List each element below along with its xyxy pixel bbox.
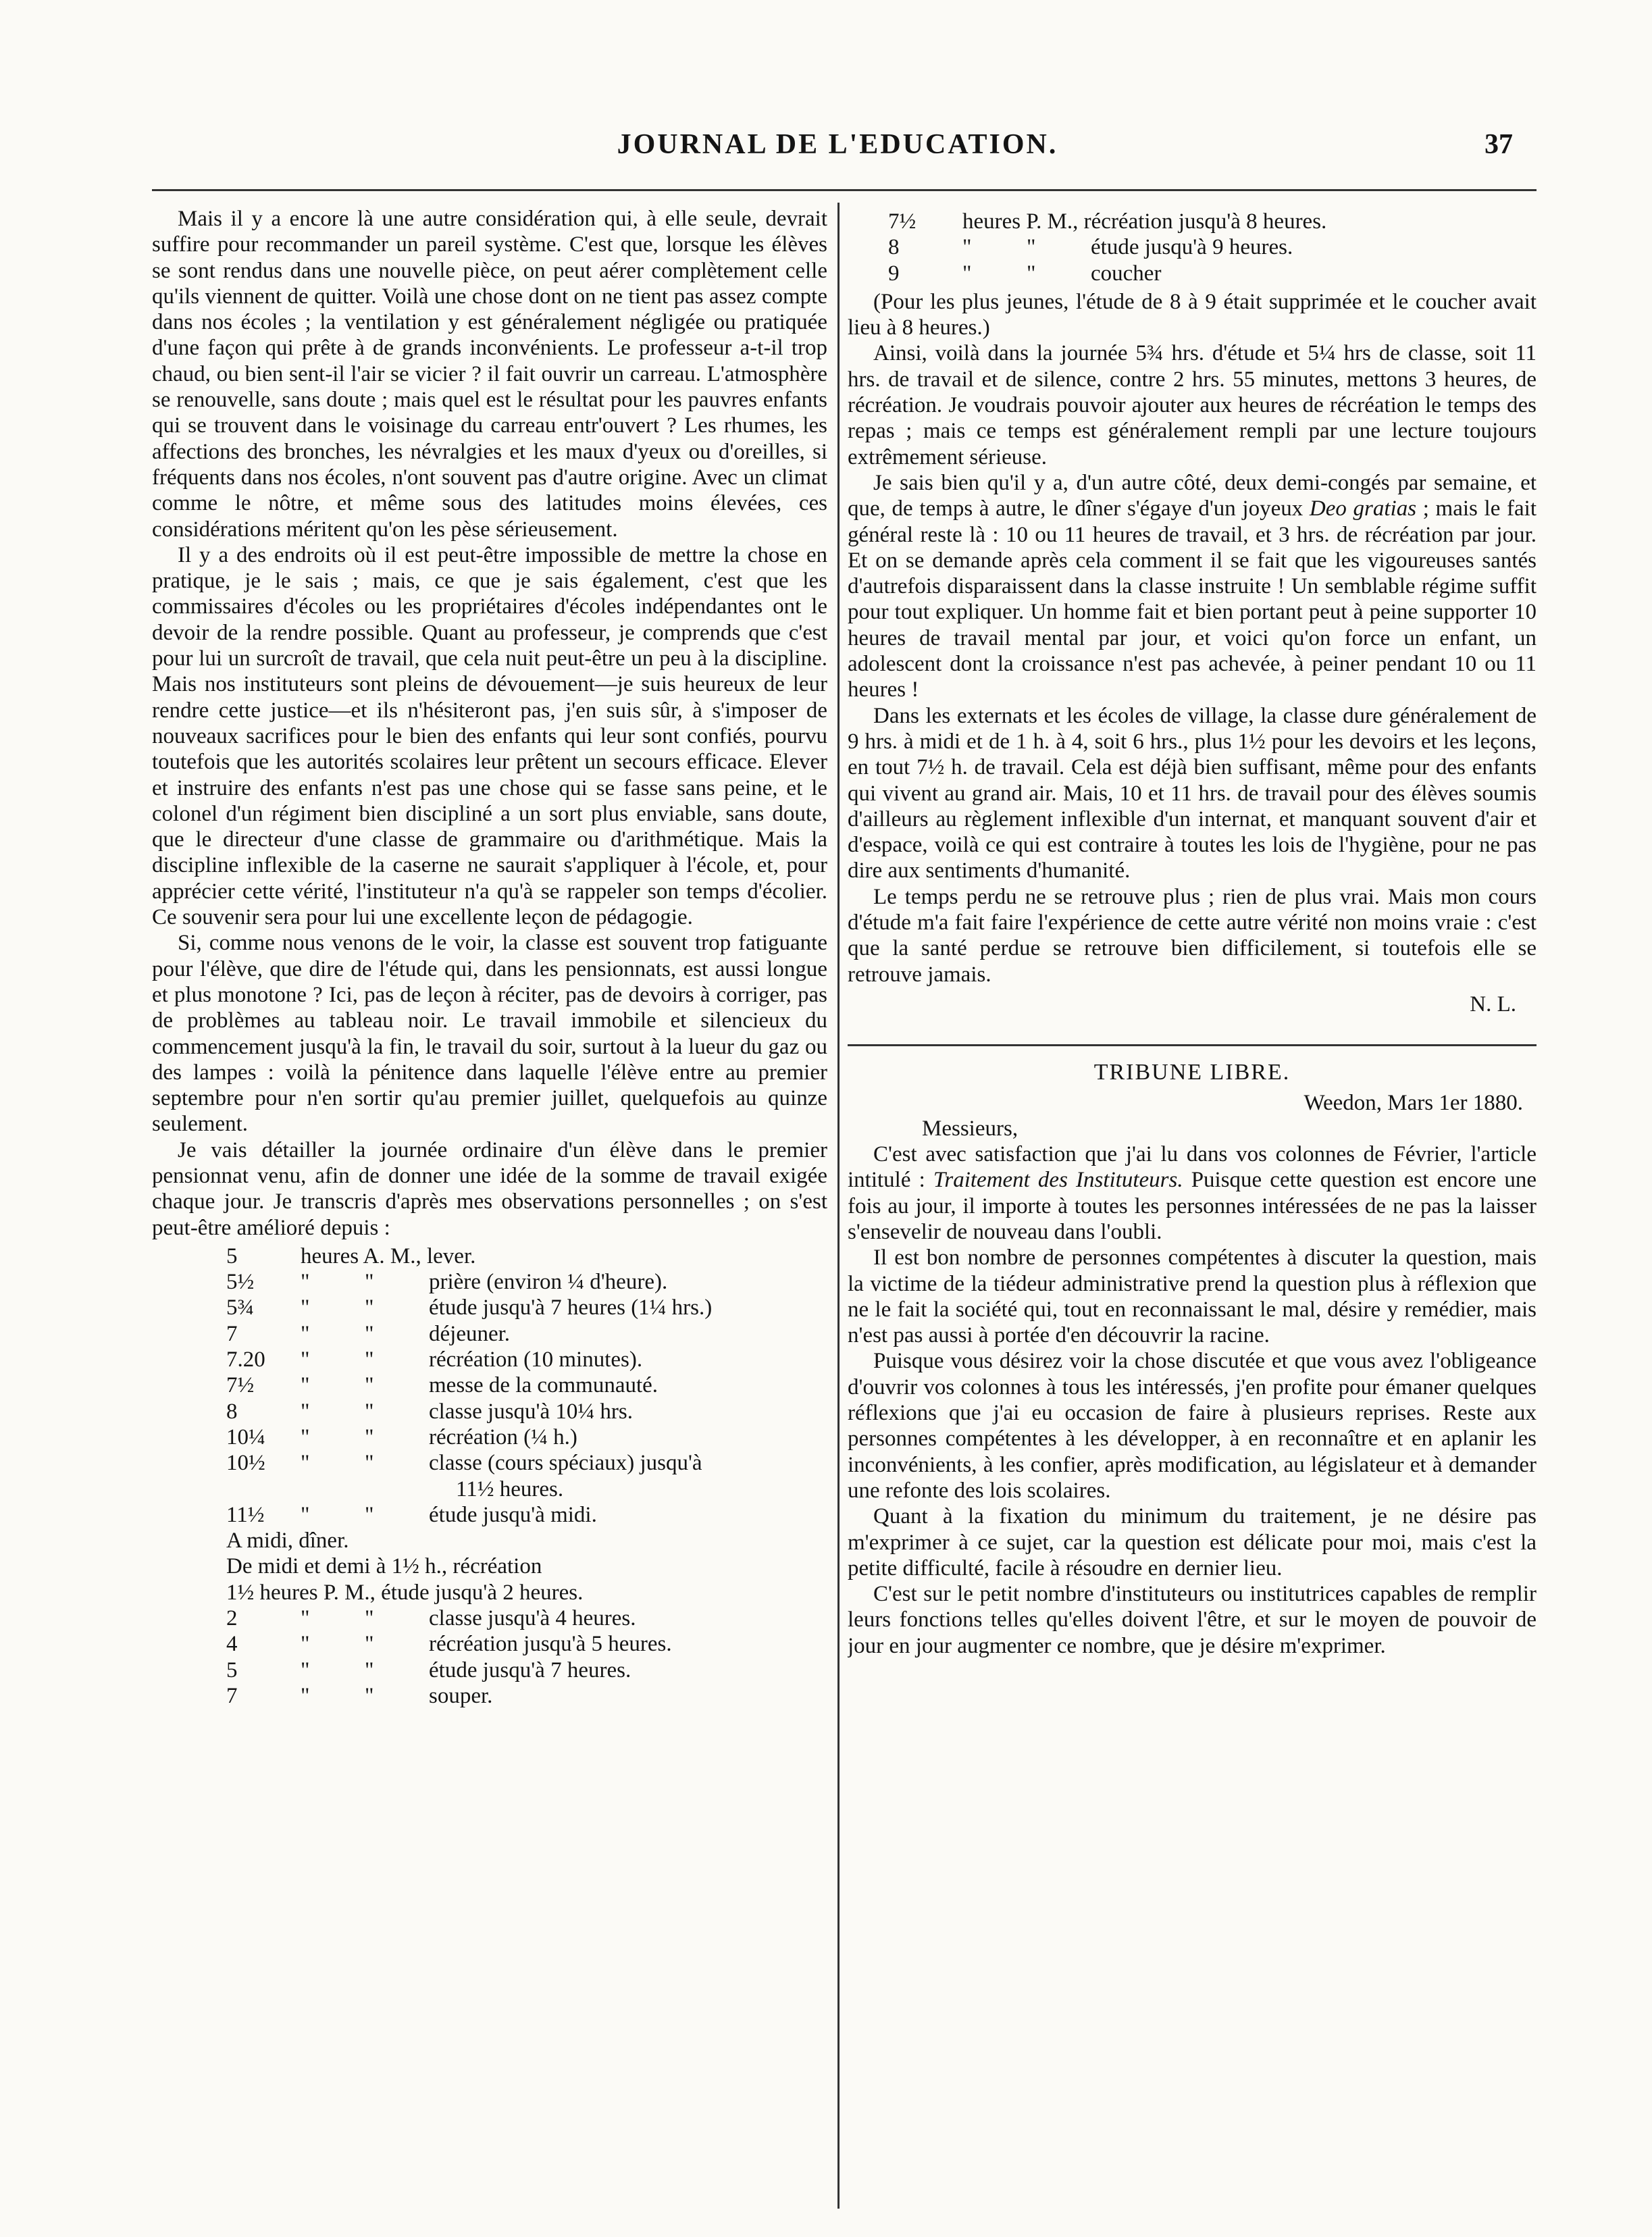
schedule-activity: souper. [429,1683,493,1708]
letter-paragraph: Il est bon nombre de personnes compétentes à discuter la question, mais la victime de la tiédeur administrative prend la question plus à réflexion que ne le fait la société qui, tout en reconnaissant le mal, désire y remédier, mais n'est pas aussi à portée d'en découvrir la racine. [848,1245,1537,1348]
ditto-mark: " [301,1632,310,1657]
article-signature: N. L. [1470,992,1516,1017]
schedule-row [226,1605,827,1631]
page-number: 37 [1485,129,1513,160]
schedule-row [226,1321,827,1347]
schedule-row [226,1372,827,1398]
journal-title: JOURNAL DE L'EDUCATION. [617,129,1058,160]
ditto-mark: " [962,235,972,260]
article-paragraph: Mais il y a encore là une autre considération qui, à elle seule, devrait suffire pour recommander un pareil système. C'est que, lorsque les élèves se sont rendus dans une nouvelle pièce, on peut aérer complètement celle qu'ils viennent de quitter. Voilà une chose dont on ne tient pas assez compte dans nos écoles ; la ventilation y est généralement négligée ou pratiquée d'une façon qui prête à de grands inconvénients. Le professeur a-t-il trop chaud, ou bien sent-il l'air se vicier ? il fait ouvrir un carreau. L'atmosphère se renouvelle, sans doute ; mais quel est le résultat pour les pauvres enfants qui se trouvent dans le voisinage du carreau entr'ouvert ? Les rhumes, les affections des bronches, les névralgies et les maux d'yeux ou d'oreilles, si fréquents dans nos écoles, n'ont souvent pas d'autre origine. Avec un climat comme le nôtre, et même sous des latitudes moins élevées, ces considérations méritent qu'on les pèse sérieusement. [152,207,827,542]
letter-paragraph: Quant à la fixation du minimum du traitement, je ne désire pas m'exprimer à ce sujet, car la question est délicate pour moi, mais c'est la petite difficulté, facile à résoudre en dernier lieu. [848,1504,1537,1580]
letter-paragraph [848,1141,1537,1245]
ditto-mark: " [301,1657,310,1682]
schedule-row [226,1347,827,1372]
ditto-mark: " [365,1270,374,1295]
schedule-activity: heures P. M., récréation jusqu'à 8 heures. [962,209,1327,234]
ditto-mark: " [365,1373,374,1398]
ditto-mark: " [301,1451,310,1476]
schedule-time: 7 [226,1321,238,1346]
schedule-time: 9 [888,261,900,286]
schedule-time: 5 [226,1243,238,1268]
schedule-row [226,1657,827,1683]
schedule-row [888,209,1537,234]
page-header [162,128,1513,169]
schedule-time: 7½ [226,1373,255,1398]
article-paragraph: Il y a des endroits où il est peut-être impossible de mettre la chose en pratique, je le sais ; mais, ce que je sais également, c'est que les commissaires d'écoles ou les propriétaires d'écoles indépendantes ont le devoir de la rendre possible. Quant au professeur, je comprends que c'est pour lui un surcroît de travail, que cela nuit peut-être un peu à la discipline. Mais nos instituteurs sont pleins de dévouement—je suis heureux de leur rendre cette justice—et ils n'hésiteront pas, j'en suis sûr, à s'imposer de nouveaux sacrifices pour le bien des enfants qui leur sont confiés, pourvu toutefois que les autorités scolaires leur prêtent un secours efficace. Elever et instruire des enfants n'est pas une chose qui se fasse sans peine, et le colonel d'un régiment bien discipliné a un sort plus enviable, sans doute, que le directeur d'une classe de grammaire ou d'arithmétique. Mais la discipline inflexible de la caserne ne saurait s'appliquer à l'école, et, pour apprécier cette vérité, l'instituteur n'a qu'à se rappeler son temps d'écolier. Ce souvenir sera pour lui une excellente leçon de pédagogie. [152,542,827,930]
header-rule [152,189,1537,191]
ditto-mark: " [301,1295,310,1320]
schedule-activity: classe (cours spéciaux) jusqu'à [429,1451,702,1476]
schedule-activity: prière (environ ¼ d'heure). [429,1270,668,1295]
schedule-activity: De midi et demi à 1½ h., récréation [226,1554,542,1579]
schedule-time: 7 [226,1683,238,1708]
ditto-mark: " [365,1502,374,1527]
schedule-row [888,261,1537,286]
schedule-activity: récréation jusqu'à 5 heures. [429,1632,672,1657]
schedule-time: 4 [226,1632,238,1657]
schedule-time: 10½ [226,1451,265,1476]
ditto-mark: " [365,1347,374,1372]
schedule-activity: étude jusqu'à 7 heures. [429,1657,631,1682]
schedule-row [226,1295,827,1320]
left-column [152,206,827,2205]
section-rule [848,1044,1537,1046]
schedule-activity: heures A. M., lever. [301,1243,476,1268]
right-column [848,206,1537,2205]
ditto-mark: " [365,1632,374,1657]
schedule-time: 7.20 [226,1347,265,1372]
schedule-activity: 1½ heures P. M., étude jusqu'à 2 heures. [226,1580,584,1605]
schedule-row [226,1683,827,1709]
schedule-row [226,1269,827,1295]
letter-salutation: Messieurs, [922,1116,1018,1141]
schedule-line [226,1528,827,1553]
schedule-row [226,1243,827,1269]
ditto-mark: " [1027,261,1036,286]
schedule-time: 8 [888,235,900,260]
section-title: TRIBUNE LIBRE. [1093,1060,1291,1085]
ditto-mark: " [301,1270,310,1295]
ditto-mark: " [301,1347,310,1372]
schedule-activity: 11½ heures. [456,1476,564,1501]
ditto-mark: " [301,1502,310,1527]
schedule-activity: étude jusqu'à 9 heures. [1091,235,1293,260]
schedule-time: 7½ [888,209,917,234]
schedule-time: 2 [226,1606,238,1631]
schedule-activity: coucher [1091,261,1162,286]
schedule-time: 5½ [226,1270,255,1295]
schedule-activity: messe de la communauté. [429,1373,659,1398]
schedule-activity: étude jusqu'à midi. [429,1502,597,1527]
paragraph-text: Puisque cette question est encore une fois au jour, il importe à toutes les personnes intéressées de ne pas la laisser s'ensevelir de nouveau dans l'oubli. [848,1168,1537,1244]
paragraph-text: ; mais le fait général reste là : 10 ou 11 heures de travail, et 3 hrs. de récréation par jour. Et on se demande après cela comment il se fait que les vigoureuses santés d'autrefois disparaissent dans la classe instruite ! Un semblable régime suffit pour tout expliquer. Un homme fait et bien portant peut à peine supporter 10 heures de travail mental par jour, et voici qu'on force un enfant, un adolescent dont la croissance n'est pas achevée, à peiner pendant 10 ou 11 heures ! [848,496,1537,702]
article-paragraph: Ainsi, voilà dans la journée 5¾ hrs. d'étude et 5¼ hrs de classe, soit 11 hrs. de travail et de silence, contre 2 hrs. 55 minutes, mettons 3 heures, de récréation. Je voudrais pouvoir ajouter aux heures de récréation le temps des repas ; mais ce temps est généralement rempli par une lecture toujours extrêmement sérieuse. [848,341,1537,469]
article-paragraph: Dans les externats et les écoles de village, la classe dure généralement de 9 hrs. à midi et de 1 h. à 4, soit 6 hrs., plus 1½ pour les devoirs et les leçons, en tout 7½ h. de travail. Cela est déjà bien suffisant, même pour des enfants qui vivent au grand air. Mais, 10 et 11 hrs. de travail pour des élèves soumis d'ailleurs au règlement inflexible d'un internat, et manquant souvent d'air et d'espace, voilà ce qui est contraire à toutes les lois de l'hygiène, pour ne pas dire aux sentiments d'humanité. [848,703,1537,883]
article-paragraph: Si, comme nous venons de le voir, la classe est souvent trop fatiguante pour l'élève, que dire de l'étude qui, dans les pensionnats, est aussi longue et plus monotone ? Ici, pas de leçon à réciter, pas de devoirs à corriger, pas de problèmes au tableau noir. Le travail immobile et silencieux du commencement jusqu'à la fin, le travail du soir, surtout à la lueur du gaz ou des lampes : voilà la pénitence dans laquelle l'élève entre au premier septembre pour n'en sortir qu'au premier juillet, quelquefois au quinze seulement. [152,931,827,1137]
schedule-time: 5 [226,1657,238,1682]
article-paragraph [848,470,1537,703]
ditto-mark: " [365,1657,374,1682]
latin-phrase: Deo gratias [1309,496,1417,521]
article-title-reference: Traitement des Instituteurs. [933,1168,1183,1193]
paragraph-text: C'est avec satisfaction que j'ai lu dans vos colonnes de Février, l'article intitulé : [848,1142,1537,1193]
ditto-mark: " [365,1683,374,1708]
schedule-note: (Pour les plus jeunes, l'étude de 8 à 9 était supprimée et le coucher avait lieu à 8 heures.) [848,289,1537,340]
ditto-mark: " [365,1424,374,1449]
letter-paragraph: Puisque vous désirez voir la chose discutée et que vous avez l'obligeance d'ouvrir vos colonnes à tous les intéressés, j'en profite pour émaner quelques réflexions que j'ai eu occasion de faire à plusieurs reprises. Reste aux personnes compétentes à les développer, à en reconnaître et en aplanir les inconvénients, à les confier, après modification, au législateur et à demander une refonte des lois scolaires. [848,1349,1537,1503]
ditto-mark: " [301,1606,310,1631]
letter-paragraph: C'est sur le petit nombre d'instituteurs ou institutrices capables de remplir leurs fonctions telles qu'elles doivent l'être, et sur le moyen de pouvoir de jour en jour augmenter ce nombre, que je désire m'exprimer. [848,1582,1537,1658]
schedule-row [226,1631,827,1657]
column-divider [837,203,840,2209]
schedule-row [226,1450,827,1476]
ditto-mark: " [301,1399,310,1424]
schedule-line [226,1553,827,1579]
paragraph-text: Je sais bien qu'il y a, d'un autre côté, deux demi-congés par semaine, et que, de temps à autre, le dîner s'égaye d'un joyeux [848,470,1537,521]
schedule-activity: classe jusqu'à 10¼ hrs. [429,1399,633,1424]
schedule-row [226,1399,827,1424]
ditto-mark: " [301,1683,310,1708]
schedule-activity: classe jusqu'à 4 heures. [429,1606,636,1631]
evening-schedule [888,209,1537,286]
ditto-mark: " [365,1295,374,1320]
article-paragraph: Le temps perdu ne se retrouve plus ; rien de plus vrai. Mais mon cours d'étude m'a fait faire l'expérience de cette autre vérité non moins vraie : c'est que la santé perdue se retrouve bien difficilement, si toutefois elle se retrouve jamais. [848,884,1537,987]
ditto-mark: " [365,1399,374,1424]
ditto-mark: " [1027,235,1036,260]
ditto-mark [365,1476,429,1502]
ditto-mark: " [365,1451,374,1476]
schedule-activity: récréation (¼ h.) [429,1424,577,1449]
schedule-time [226,1476,301,1502]
ditto-mark: " [301,1424,310,1449]
ditto-mark: " [365,1321,374,1346]
schedule-time: 8 [226,1399,238,1424]
schedule-row [888,234,1537,260]
schedule-activity: récréation (10 minutes). [429,1347,643,1372]
ditto-mark: " [962,261,972,286]
schedule-row [226,1424,827,1450]
schedule-time: 11½ [226,1502,265,1527]
article-paragraph: Je vais détailler la journée ordinaire d'un élève dans le premier pensionnat venu, afin de donner une idée de la somme de travail exigée chaque jour. Je transcris d'après mes observations personnelles ; on s'est peut-être amélioré depuis : [152,1137,827,1240]
schedule-time: 10¼ [226,1424,265,1449]
ditto-mark: " [365,1606,374,1631]
schedule-row [226,1476,827,1502]
schedule-activity: étude jusqu'à 7 heures (1¼ hrs.) [429,1295,713,1320]
letter-dateline: Weedon, Mars 1er 1880. [1303,1090,1523,1115]
schedule-activity: A midi, dîner. [226,1528,349,1553]
ditto-mark: " [301,1373,310,1398]
schedule-activity: déjeuner. [429,1321,511,1346]
schedule-line [226,1580,827,1605]
schedule-time: 5¾ [226,1295,255,1320]
schedule-row [226,1502,827,1528]
ditto-mark [301,1476,365,1502]
daily-schedule [226,1243,827,1709]
ditto-mark: " [301,1321,310,1346]
